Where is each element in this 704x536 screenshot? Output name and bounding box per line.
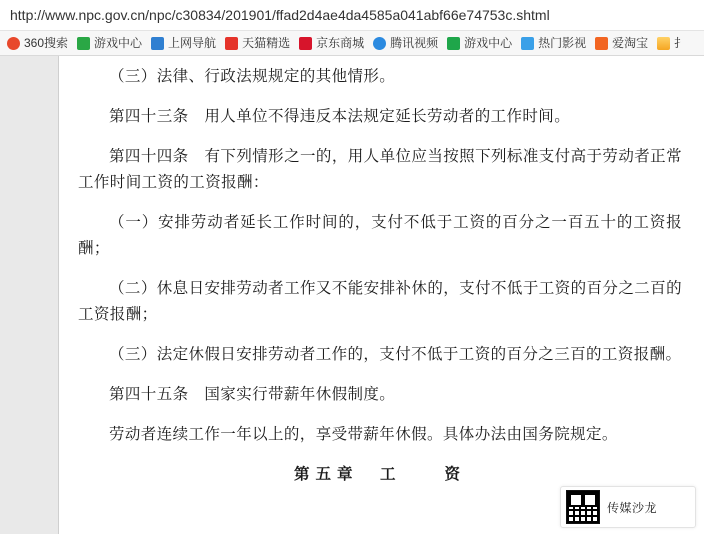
page-content bbox=[0, 56, 704, 534]
article-paragraph: 第四十五条 国家实行带薪年休假制度。 bbox=[109, 386, 396, 403]
game-center-icon bbox=[77, 37, 90, 50]
article-paragraph: （三）法律、行政法规规定的其他情形。 bbox=[109, 68, 396, 85]
folder-icon bbox=[657, 37, 670, 50]
article-section-heading: 第五章 工 资 bbox=[293, 466, 466, 483]
address-bar[interactable] bbox=[0, 0, 704, 30]
page-margin-rule bbox=[58, 56, 59, 534]
bookmark-folder[interactable] bbox=[654, 33, 691, 53]
article-paragraph: 第四十三条 用人单位不得违反本法规定延长劳动者的工作时间。 bbox=[109, 108, 571, 125]
article-body bbox=[60, 56, 704, 534]
taobao-icon bbox=[595, 37, 608, 50]
bookmark-热门影视[interactable] bbox=[518, 33, 591, 53]
bookmark-label: 扌 bbox=[674, 36, 687, 50]
tmall-icon bbox=[225, 37, 238, 50]
article-paragraph: 劳动者连续工作一年以上的，享受带薪年休假。具体办法由国务院规定。 bbox=[109, 426, 618, 443]
bookmark-label: 腾讯视频 bbox=[390, 36, 439, 50]
bookmark-爱淘宝[interactable] bbox=[592, 33, 653, 53]
bookmark-label: 天猫精选 bbox=[242, 36, 291, 50]
bookmark-label: 游戏中心 bbox=[94, 36, 143, 50]
hot-movies-icon bbox=[521, 37, 534, 50]
jd-icon bbox=[299, 37, 312, 50]
article-paragraph: （二）休息日安排劳动者工作又不能安排补休的，支付不低于工资的百分之二百的工资报酬； bbox=[78, 280, 682, 323]
bookmark-360搜索[interactable] bbox=[4, 33, 73, 53]
navigation-icon bbox=[151, 37, 164, 50]
url-text[interactable]: http://www.npc.gov.cn/npc/c30834/201901/ffad2d4ae4da4585a041abf66e74753c.shtml bbox=[10, 7, 550, 23]
bookmark-腾讯视频[interactable] bbox=[370, 33, 443, 53]
qr-label: 传媒沙龙 bbox=[607, 500, 658, 515]
360-search-icon bbox=[7, 37, 20, 50]
bookmark-上网导航[interactable] bbox=[148, 33, 221, 53]
bookmark-label: 360搜索 bbox=[24, 36, 69, 50]
article-paragraph: 第四十四条 有下列情形之一的，用人单位应当按照下列标准支付高于劳动者正常工作时间工资的工资报酬： bbox=[78, 148, 682, 191]
bookmark-label: 上网导航 bbox=[168, 36, 217, 50]
bookmark-游戏中心-2[interactable] bbox=[444, 33, 517, 53]
game-center-icon-2 bbox=[447, 37, 460, 50]
qr-code-icon bbox=[566, 490, 600, 524]
article-paragraph: （一）安排劳动者延长工作时间的，支付不低于工资的百分之一百五十的工资报酬； bbox=[78, 214, 682, 257]
page-left-margin-band bbox=[0, 56, 58, 534]
bookmark-游戏中心[interactable] bbox=[74, 33, 147, 53]
bookmarks-bar bbox=[0, 30, 704, 56]
article-paragraph: （三）法定休假日安排劳动者工作的，支付不低于工资的百分之三百的工资报酬。 bbox=[109, 346, 682, 363]
bookmark-京东商城[interactable] bbox=[296, 33, 369, 53]
qr-watermark-widget[interactable] bbox=[560, 486, 696, 528]
tencent-video-icon bbox=[373, 37, 386, 50]
bookmark-天猫精选[interactable] bbox=[222, 33, 295, 53]
bookmark-label: 热门影视 bbox=[538, 36, 587, 50]
bookmark-label: 爱淘宝 bbox=[612, 36, 649, 50]
page-viewport[interactable] bbox=[0, 56, 704, 534]
bookmark-label: 京东商城 bbox=[316, 36, 365, 50]
bookmark-label: 游戏中心 bbox=[464, 36, 513, 50]
